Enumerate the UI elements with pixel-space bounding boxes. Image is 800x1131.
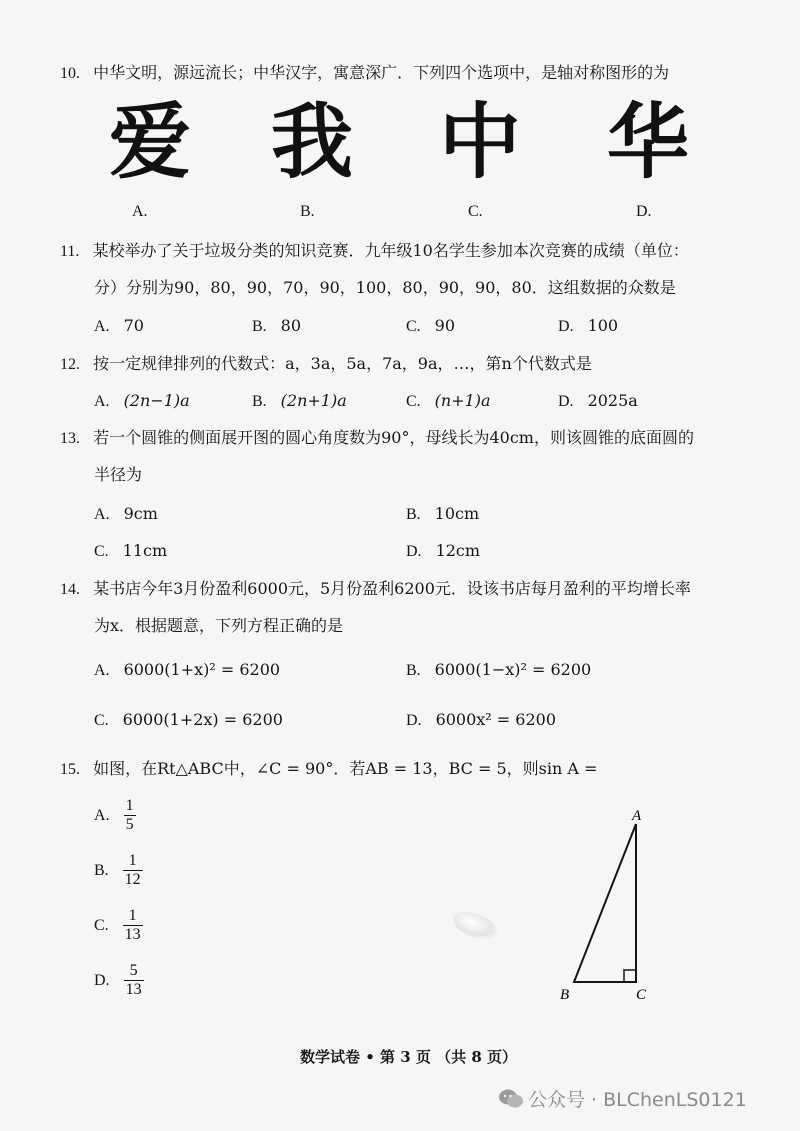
option-c bbox=[406, 390, 491, 413]
option-letter: A. bbox=[94, 506, 110, 523]
question-13 bbox=[60, 427, 694, 450]
option-letter: D. bbox=[558, 393, 574, 410]
glyph-option-c: 中 bbox=[438, 95, 521, 190]
option-text: 12cm bbox=[435, 541, 481, 560]
question-text-line-2: 为x．根据题意，下列方程正确的是 bbox=[94, 616, 344, 635]
question-text-line-1: 某校举办了关于垃圾分类的知识竞赛．九年级10名学生参加本次竞赛的成绩（单位： bbox=[92, 241, 689, 260]
question-text-line-2: 半径为 bbox=[94, 465, 143, 484]
option-letter: A. bbox=[94, 662, 110, 679]
question-text: 按一定规律排列的代数式：a，3a，5a，7a，9a，…，第n个代数式是 bbox=[93, 354, 592, 373]
option-d-label: D. bbox=[636, 203, 652, 220]
option-text: 2025a bbox=[587, 391, 638, 410]
option-letter: A. bbox=[94, 806, 110, 824]
option-text: (2n−1)a bbox=[123, 391, 190, 410]
option-letter: A. bbox=[94, 393, 110, 410]
option-fraction bbox=[124, 797, 136, 834]
option-fraction bbox=[124, 962, 144, 999]
option-d bbox=[558, 390, 638, 413]
question-text: 如图，在Rt△ABC中，∠C = 90°．若AB = 13，BC = 5，则sin A = bbox=[93, 759, 598, 778]
watermark-text: 公众号 · BLChenLS0121 bbox=[528, 1089, 747, 1111]
option-letter: C. bbox=[94, 712, 109, 729]
option-letter: B. bbox=[252, 393, 267, 410]
option-text: 10cm bbox=[434, 504, 480, 523]
option-c-label: C. bbox=[468, 203, 483, 220]
option-a bbox=[94, 797, 136, 834]
option-d bbox=[406, 540, 480, 563]
question-14 bbox=[60, 578, 691, 601]
option-text: 80 bbox=[280, 316, 302, 335]
option-letter: A. bbox=[94, 318, 110, 335]
option-text: 6000(1+2x) = 6200 bbox=[122, 710, 283, 729]
option-d bbox=[94, 962, 144, 999]
option-letter: B. bbox=[252, 318, 267, 335]
glyph-option-d: 华 bbox=[606, 95, 689, 190]
question-15 bbox=[60, 758, 597, 781]
paper-smudge bbox=[449, 907, 500, 945]
triangle-abc bbox=[574, 824, 636, 982]
option-letter: D. bbox=[558, 318, 574, 335]
option-letter: B. bbox=[406, 662, 421, 679]
option-letter: D. bbox=[406, 712, 422, 729]
option-a-label: A. bbox=[132, 203, 148, 220]
option-d bbox=[558, 315, 618, 338]
right-angle-mark bbox=[624, 970, 636, 982]
fraction-numerator: 1 bbox=[125, 797, 134, 814]
option-b bbox=[406, 503, 479, 526]
option-b bbox=[252, 315, 301, 338]
option-letter: C. bbox=[406, 393, 421, 410]
option-a bbox=[94, 659, 280, 682]
option-b bbox=[252, 390, 347, 413]
fraction-denominator: 13 bbox=[124, 926, 141, 943]
question-number: 14. bbox=[60, 581, 80, 598]
option-letter: D. bbox=[94, 971, 110, 989]
option-text: 6000(1−x)² = 6200 bbox=[434, 660, 592, 679]
option-c bbox=[94, 709, 283, 732]
fraction-numerator: 1 bbox=[123, 907, 143, 926]
wechat-icon bbox=[498, 1088, 524, 1110]
vertex-label-a: A bbox=[632, 808, 642, 824]
question-10 bbox=[60, 62, 669, 85]
question-text-line-1: 某书店今年3月份盈利6000元，5月份盈利6200元．设该书店每月盈利的平均增长率 bbox=[93, 579, 691, 598]
option-b bbox=[406, 659, 591, 682]
fraction-denominator: 13 bbox=[125, 981, 142, 998]
option-text: 6000(1+x)² = 6200 bbox=[123, 660, 281, 679]
option-text: (n+1)a bbox=[434, 391, 491, 410]
option-letter: B. bbox=[406, 506, 421, 523]
option-d bbox=[406, 709, 556, 732]
glyph-option-b: 我 bbox=[270, 95, 353, 190]
vertex-label-b: B bbox=[560, 987, 570, 1003]
option-c bbox=[406, 315, 455, 338]
fraction-numerator: 5 bbox=[124, 962, 144, 981]
option-letter: C. bbox=[94, 916, 109, 934]
vertex-label-c: C bbox=[636, 987, 647, 1003]
page-footer: 数学试卷 • 第 3 页 （共 8 页） bbox=[300, 1048, 518, 1066]
question-11 bbox=[60, 240, 689, 263]
fraction-denominator: 12 bbox=[124, 871, 141, 888]
option-text: 6000x² = 6200 bbox=[435, 710, 557, 729]
question-12 bbox=[60, 353, 592, 376]
option-c bbox=[94, 907, 143, 944]
option-letter: C. bbox=[94, 543, 109, 560]
question-number: 15. bbox=[60, 761, 80, 778]
option-text: 9cm bbox=[123, 504, 158, 523]
option-fraction bbox=[123, 907, 143, 944]
option-text: 100 bbox=[587, 316, 619, 335]
option-text: (2n+1)a bbox=[280, 391, 347, 410]
watermark bbox=[498, 1085, 747, 1112]
question-text-line-2: 分）分别为90，80，90，70，90，100，80，90，90，80．这组数据的众数是 bbox=[94, 278, 676, 297]
question-text-line-1: 若一个圆锥的侧面展开图的圆心角度数为90°，母线长为40cm，则该圆锥的底面圆的 bbox=[93, 428, 694, 447]
option-text: 70 bbox=[123, 316, 144, 335]
question-number: 11. bbox=[60, 243, 80, 260]
fraction-denominator: 5 bbox=[125, 816, 134, 833]
question-number: 12. bbox=[60, 356, 80, 373]
fraction-numerator: 1 bbox=[123, 852, 143, 871]
option-fraction bbox=[123, 852, 143, 889]
option-letter: B. bbox=[94, 861, 109, 879]
option-a bbox=[94, 503, 158, 526]
option-a bbox=[94, 315, 144, 338]
option-letter: C. bbox=[406, 318, 421, 335]
option-text: 90 bbox=[434, 316, 456, 335]
option-a bbox=[94, 390, 190, 413]
triangle-figure bbox=[540, 800, 680, 1010]
question-text: 中华文明，源远流长；中华汉字，寓意深广．下列四个选项中，是轴对称图形的为 bbox=[93, 63, 670, 82]
option-b-label: B. bbox=[300, 203, 315, 220]
option-letter: D. bbox=[406, 543, 422, 560]
option-b bbox=[94, 852, 143, 889]
option-text: 11cm bbox=[122, 541, 168, 560]
glyph-option-a: 爱 bbox=[108, 95, 191, 190]
option-c bbox=[94, 540, 167, 563]
question-number: 13. bbox=[60, 430, 80, 447]
question-number: 10. bbox=[60, 65, 80, 82]
